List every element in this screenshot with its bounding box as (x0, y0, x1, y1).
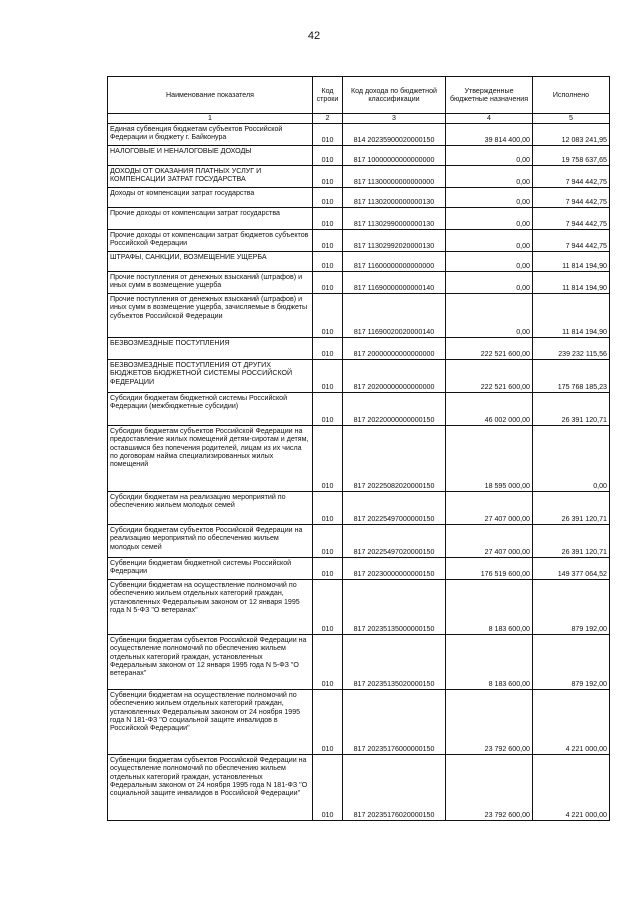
row-approved: 222 521 600,00 (446, 360, 533, 393)
table-header-row (108, 77, 610, 114)
column-header-kbk: Код дохода по бюджетной классификации (343, 77, 446, 114)
row-executed: 0,00 (533, 426, 610, 492)
row-kbk: 817 20235176000000150 (343, 690, 446, 755)
row-executed: 7 944 442,75 (533, 166, 610, 188)
row-kbk: 814 20235900020000150 (343, 124, 446, 146)
row-name: Субвенции бюджетам на осуществление полномочий по обеспечению жильем отдельных категорий граждан, установленных Федеральным законом от 12 января 1995 года N 5-ФЗ "О ветеранах" (108, 580, 313, 635)
row-code: 010 (313, 188, 343, 208)
row-code: 010 (313, 208, 343, 230)
row-name: Субвенции бюджетам субъектов Российской Федерации на осуществление полномочий по обеспечению жильем отдельных категорий граждан, установленных Федеральным законом от 12 января 1995 года N 5-ФЗ "О ветеранах" (108, 635, 313, 690)
row-code: 010 (313, 492, 343, 525)
row-code: 010 (313, 525, 343, 558)
row-executed: 879 192,00 (533, 635, 610, 690)
row-code: 010 (313, 124, 343, 146)
row-name: Прочие поступления от денежных взысканий (штрафов) и иных сумм в возмещение ущерба, зачисляемые в бюджеты субъектов Российской Федерации (108, 294, 313, 338)
row-approved: 27 407 000,00 (446, 492, 533, 525)
row-executed: 12 083 241,95 (533, 124, 610, 146)
table-row (108, 426, 610, 492)
row-name: НАЛОГОВЫЕ И НЕНАЛОГОВЫЕ ДОХОДЫ (108, 146, 313, 166)
row-kbk: 817 20225497020000150 (343, 525, 446, 558)
column-header-name: Наименование показателя (108, 77, 313, 114)
row-kbk: 817 20235135020000150 (343, 635, 446, 690)
row-code: 010 (313, 230, 343, 252)
row-code: 010 (313, 635, 343, 690)
row-name: Субсидии бюджетам бюджетной системы Российской Федерации (межбюджетные субсидии) (108, 393, 313, 426)
row-approved: 8 183 600,00 (446, 580, 533, 635)
row-executed: 7 944 442,75 (533, 208, 610, 230)
table-row (108, 690, 610, 755)
row-name: Субсидии бюджетам субъектов Российской Федерации на реализацию мероприятий по обеспечению жильем молодых семей (108, 525, 313, 558)
row-approved: 27 407 000,00 (446, 525, 533, 558)
row-approved: 23 792 600,00 (446, 690, 533, 755)
row-name: Единая субвенция бюджетам субъектов Российской Федерации и бюджету г. Байконура (108, 124, 313, 146)
table-row (108, 525, 610, 558)
column-number: 3 (343, 114, 446, 124)
row-approved: 0,00 (446, 252, 533, 272)
table-row (108, 635, 610, 690)
row-code: 010 (313, 426, 343, 492)
row-executed: 19 758 637,65 (533, 146, 610, 166)
column-number: 5 (533, 114, 610, 124)
table-row (108, 208, 610, 230)
table-row (108, 492, 610, 525)
row-kbk: 817 20235176020000150 (343, 755, 446, 821)
table-row (108, 272, 610, 294)
row-name: Доходы от компенсации затрат государства (108, 188, 313, 208)
row-name: Прочие поступления от денежных взысканий (штрафов) и иных сумм в возмещение ущерба (108, 272, 313, 294)
row-name: ШТРАФЫ, САНКЦИИ, ВОЗМЕЩЕНИЕ УЩЕРБА (108, 252, 313, 272)
row-approved: 0,00 (446, 166, 533, 188)
table-row (108, 294, 610, 338)
column-header-code: Код строки (313, 77, 343, 114)
row-code: 010 (313, 558, 343, 580)
row-approved: 0,00 (446, 230, 533, 252)
row-code: 010 (313, 690, 343, 755)
row-kbk: 817 11600000000000000 (343, 252, 446, 272)
table-row (108, 252, 610, 272)
row-executed: 4 221 000,00 (533, 690, 610, 755)
column-number: 2 (313, 114, 343, 124)
row-kbk: 817 11302000000000130 (343, 188, 446, 208)
row-name: Прочие доходы от компенсации затрат бюджетов субъектов Российской Федерации (108, 230, 313, 252)
row-kbk: 817 10000000000000000 (343, 146, 446, 166)
table-row (108, 188, 610, 208)
row-approved: 23 792 600,00 (446, 755, 533, 821)
table-row (108, 393, 610, 426)
row-kbk: 817 20235135000000150 (343, 580, 446, 635)
row-kbk: 817 11690000000000140 (343, 272, 446, 294)
row-approved: 222 521 600,00 (446, 338, 533, 360)
row-kbk: 817 20000000000000000 (343, 338, 446, 360)
table-row (108, 558, 610, 580)
row-approved: 0,00 (446, 146, 533, 166)
table-row (108, 580, 610, 635)
row-kbk: 817 20225497000000150 (343, 492, 446, 525)
table-row (108, 166, 610, 188)
row-code: 010 (313, 272, 343, 294)
row-name: Прочие доходы от компенсации затрат государства (108, 208, 313, 230)
row-executed: 7 944 442,75 (533, 188, 610, 208)
row-approved: 39 814 400,00 (446, 124, 533, 146)
row-executed: 4 221 000,00 (533, 755, 610, 821)
row-approved: 0,00 (446, 208, 533, 230)
row-name: БЕЗВОЗМЕЗДНЫЕ ПОСТУПЛЕНИЯ ОТ ДРУГИХ БЮДЖЕТОВ БЮДЖЕТНОЙ СИСТЕМЫ РОССИЙСКОЙ ФЕДЕРАЦИИ (108, 360, 313, 393)
row-executed: 26 391 120,71 (533, 492, 610, 525)
row-code: 010 (313, 755, 343, 821)
row-code: 010 (313, 393, 343, 426)
row-kbk: 817 20225082020000150 (343, 426, 446, 492)
row-name: Субвенции бюджетам на осуществление полномочий по обеспечению жильем отдельных категорий граждан, установленных Федеральным законом от 24 ноября 1995 года N 181-ФЗ "О социальной защите инвалидов в Российской Федерации" (108, 690, 313, 755)
table-row (108, 230, 610, 252)
row-executed: 26 391 120,71 (533, 525, 610, 558)
row-name: Субсидии бюджетам на реализацию мероприятий по обеспечению жильем молодых семей (108, 492, 313, 525)
table-row (108, 338, 610, 360)
row-approved: 0,00 (446, 272, 533, 294)
row-name: БЕЗВОЗМЕЗДНЫЕ ПОСТУПЛЕНИЯ (108, 338, 313, 360)
row-kbk: 817 11302990000000130 (343, 208, 446, 230)
column-number-row (108, 114, 610, 124)
row-kbk: 817 20200000000000000 (343, 360, 446, 393)
row-approved: 176 519 600,00 (446, 558, 533, 580)
row-executed: 11 814 194,90 (533, 252, 610, 272)
table-row (108, 124, 610, 146)
column-header-executed: Исполнено (533, 77, 610, 114)
row-approved: 0,00 (446, 188, 533, 208)
row-executed: 879 192,00 (533, 580, 610, 635)
row-code: 010 (313, 360, 343, 393)
row-executed: 149 377 064,52 (533, 558, 610, 580)
row-kbk: 817 11690020020000140 (343, 294, 446, 338)
row-code: 010 (313, 166, 343, 188)
table-row (108, 146, 610, 166)
column-number: 4 (446, 114, 533, 124)
row-executed: 11 814 194,90 (533, 272, 610, 294)
row-code: 010 (313, 294, 343, 338)
row-approved: 18 595 000,00 (446, 426, 533, 492)
column-number: 1 (108, 114, 313, 124)
row-code: 010 (313, 146, 343, 166)
row-approved: 8 183 600,00 (446, 635, 533, 690)
table-row (108, 755, 610, 821)
row-kbk: 817 11302992020000130 (343, 230, 446, 252)
row-executed: 239 232 115,56 (533, 338, 610, 360)
row-executed: 7 944 442,75 (533, 230, 610, 252)
row-kbk: 817 20230000000000150 (343, 558, 446, 580)
page-number: 42 (307, 30, 321, 42)
row-name: Субвенции бюджетам бюджетной системы Российской Федерации (108, 558, 313, 580)
row-approved: 0,00 (446, 294, 533, 338)
row-name: Субсидии бюджетам субъектов Российской Федерации на предоставление жилых помещений детям-сиротам и детям, оставшимся без попечения родителей, лицам из их числа по договорам найма специализированных жилых помещений (108, 426, 313, 492)
row-name: ДОХОДЫ ОТ ОКАЗАНИЯ ПЛАТНЫХ УСЛУГ И КОМПЕНСАЦИИ ЗАТРАТ ГОСУДАРСТВА (108, 166, 313, 188)
table-row (108, 360, 610, 393)
row-approved: 46 002 000,00 (446, 393, 533, 426)
row-executed: 11 814 194,90 (533, 294, 610, 338)
row-name: Субвенции бюджетам субъектов Российской Федерации на осуществление полномочий по обеспечению жильем отдельных категорий граждан, установленных Федеральным законом от 24 ноября 1995 года N 181-ФЗ "О социальной защите инвалидов в Российской Федерации" (108, 755, 313, 821)
column-header-approved: Утвержденные бюджетные назначения (446, 77, 533, 114)
income-report-table (107, 76, 610, 821)
row-kbk: 817 20220000000000150 (343, 393, 446, 426)
row-code: 010 (313, 252, 343, 272)
row-code: 010 (313, 338, 343, 360)
row-code: 010 (313, 580, 343, 635)
table-body (108, 124, 610, 821)
row-kbk: 817 11300000000000000 (343, 166, 446, 188)
row-executed: 175 768 185,23 (533, 360, 610, 393)
row-executed: 26 391 120,71 (533, 393, 610, 426)
